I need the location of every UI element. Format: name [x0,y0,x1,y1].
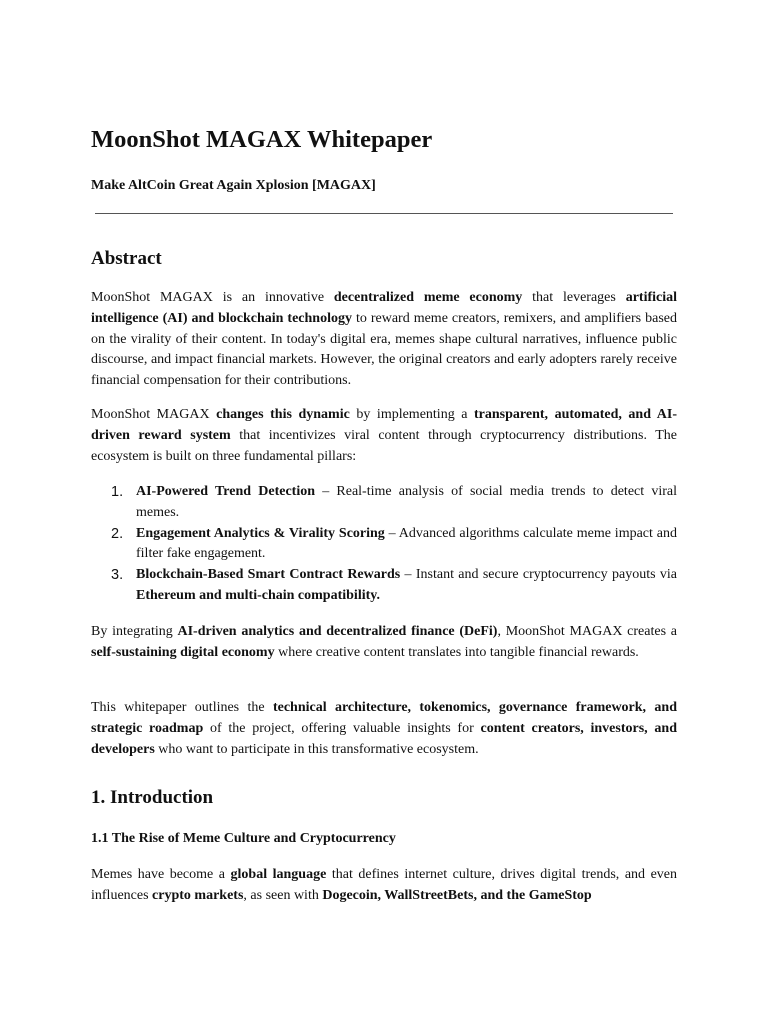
abstract-heading: Abstract [91,248,162,269]
horizontal-rule [95,213,673,214]
list-item: 1. AI-Powered Trend Detection – Real-time analysis of social media trends to detect viral memes. [111,484,677,520]
abstract-paragraph-1: MoonShot MAGAX is an innovative decentralized meme economy that leverages artificial intelligence (AI) and blockchain technology to reward meme creators, remixers, and amplifiers based on the virality of their content. In today's digital era, memes shape cultural narratives, influence public discourse, and impact financial markets. However, the original creators and early adopters rarely receive financial compensation for their contributions. [91,290,678,389]
abstract-paragraph-3: By integrating AI-driven analytics and decentralized finance (DeFi), MoonShot MAGAX creates a self-sustaining digital economy where creative content translates into tangible financial rewards. [91,624,677,660]
list-item: 2. Engagement Analytics & Virality Scoring – Advanced algorithms calculate meme impact and filter fake engagement. [111,525,677,562]
introduction-heading: 1. Introduction [91,787,214,808]
list-item: 3. Blockchain-Based Smart Contract Rewards – Instant and secure cryptocurrency payouts via Ethereum and multi-chain compatibility. [111,567,677,603]
document-subtitle: Make AltCoin Great Again Xplosion [MAGAX] [91,178,376,193]
pillars-list [91,482,677,607]
introduction-paragraph-1: Memes have become a global language that defines internet culture, drives digital trends, and even influences crypto markets, as seen with Dogecoin, WallStreetBets, and the GameStop [91,867,678,903]
abstract-paragraph-4: This whitepaper outlines the technical architecture, tokenomics, governance framework, and strategic roadmap of the project, offering valuable insights for content creators, investors, and developers who want to participate in this transformative ecosystem. [91,700,677,757]
introduction-subheading: 1.1 The Rise of Meme Culture and Cryptocurrency [91,831,396,846]
document-title: MoonShot MAGAX Whitepaper [91,126,433,153]
abstract-paragraph-2: MoonShot MAGAX changes this dynamic by implementing a transparent, automated, and AI-driven reward system that incentivizes viral content through cryptocurrency distributions. The ecosystem is built on three fundamental pillars: [91,407,677,464]
